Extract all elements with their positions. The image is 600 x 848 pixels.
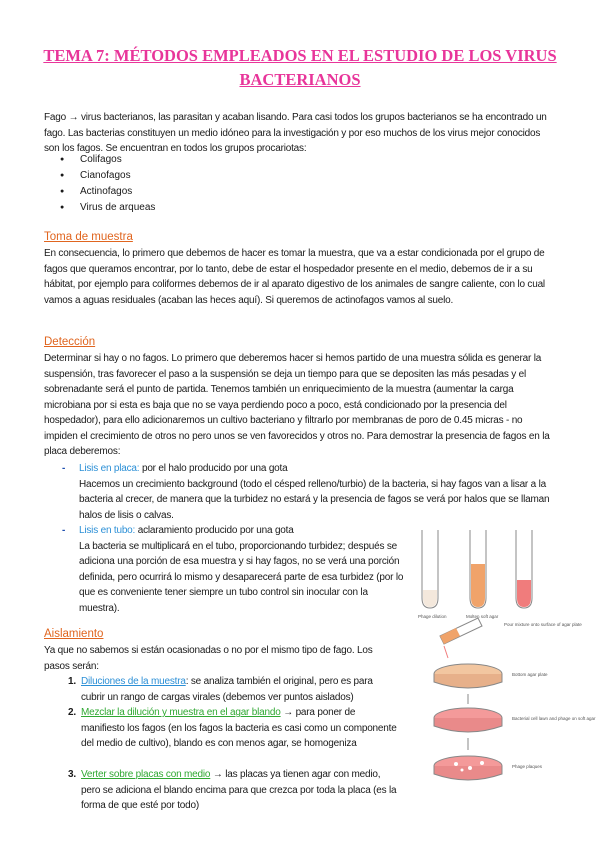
list-item: ● Colifagos — [60, 152, 155, 168]
plaque-assay-figure — [404, 518, 596, 804]
soft-agar-tube — [466, 530, 499, 619]
deteccion-paragraph: Determinar si hay o no fagos. Lo primero que deberemos hacer si hemos partido de una muestra sólida es generar la suspensión, tras favorecer el paso a la suspensión se deja un tiempo para que se depositen las más pesadas y el sobrenadante será el punto de partida. Tenemos también un enriquecimiento de la muestra (aumentar la carga microbiana por si esta es baja que no se vaya perdiendo poco a poco, está condicionado por la presencia del hospedador), para ello adicionaremos un cultivo bacteriano y filtrarlo por membranas de poro de 0.45 micras - no impiden el crecimiento de otros no pero unos se ven favorecidos y otros no. Para demostrar la presencia de fagos en la placa deberemos: — [44, 353, 550, 457]
lisis-tubo-label: Lisis en tubo: — [79, 525, 136, 536]
section-heading-toma: Toma de muestra — [44, 231, 133, 243]
step-label: Mezclar la dilución y muestra en el agar blando — [81, 707, 281, 718]
lisis-placa-label: Lisis en placa: — [79, 463, 140, 474]
step4-label: Phage plaques — [512, 764, 543, 769]
step-item: 1. Diluciones de la muestra: se analiza también el original, pero es para cubrir un rango de cargas virales (debemos ver puntos aislados) — [68, 676, 373, 703]
bacterial-lawn-plate — [434, 708, 596, 732]
mixture-tube — [516, 530, 532, 608]
step-item: 3. Verter sobre placas con medio → las placas ya tienen agar con medio, pero se adiciona el blando encima para que crezca por toda la placa (es la forma de que esté por todo) — [68, 769, 397, 811]
phage-plaques-plate — [434, 756, 543, 780]
step-label: Diluciones de la muestra — [81, 676, 186, 687]
section-heading-deteccion: Detección — [44, 336, 96, 348]
lisis-placa-text: Hacemos un crecimiento background (todo el césped relleno/turbio) de la bacteria, si hay fagos van a lisar a la bacteria al crecer, de manera que la turbidez no estará y la presencia de fagos se verá por halos que se llaman halos de lisis o calvas. — [79, 478, 550, 521]
toma-paragraph: En consecuencia, lo primero que debemos de hacer es tomar la muestra, que va a estar condicionada por el grupo de fagos que queramos encontrar, por lo tanto, debe de estar el hospedador presente en el medio, debemos de ir a su hábitat, por ejemplo para coliformes debemos de ir al aparato digestivo de los animales de sangre caliente, con lo cual vamos a aguas residuales (acaban las heces aquí). Si queremos de actinofagos vamos al suelo. — [44, 248, 545, 306]
tube2-label: Molten soft agar — [466, 614, 499, 619]
lisis-placa-lead: por el halo producido por una gota — [139, 463, 288, 474]
tube1-label: Phage dilution — [418, 614, 447, 619]
list-item: ● Virus de arqueas — [60, 200, 155, 216]
page-title: TEMA 7: MÉTODOS EMPLEADOS EN EL ESTUDIO DE LOS VIRUS BACTERIANOS — [43, 46, 557, 89]
step-item: 2. Mezclar la dilución y muestra en el agar blando → para poner de manifiesto los fagos (en los fagos la bacteria es casi como un componente del medio de cultivo), blando es con menos agar, se homogeniza — [68, 707, 397, 749]
lisis-tubo-text: La bacteria se multiplicará en el tubo, proporcionando turbidez; después se adiciona una porción de esa muestra y si hay fagos, no se verá una porción definida, pero ocurrirá lo mismo y desaparecerá parte de esa turbidez (por lo que es conveniente tener siempre un tubo control sin inocular con la muestra). — [79, 540, 404, 614]
list-item: ● Cianofagos — [60, 168, 155, 184]
lisis-tubo-item: - Lisis en tubo: aclaramiento producido por una gota La bacteria se multiplicará en el tubo, proporcionando turbidez; después se adiciona una porción de esa muestra y si hay fagos, no se verá una porción definida, pero ocurrirá lo mismo y desaparecerá parte de esa turbidez (por lo que es conveniente tener siempre un tubo control sin inocular con la muestra). — [62, 525, 404, 614]
step1-label: Pour mixture onto surface of agar plate — [504, 622, 582, 627]
aislamiento-paragraph: Ya que no sabemos si están ocasionadas o no por el mismo tipo de fago. Los pasos serán: — [44, 645, 373, 672]
section-heading-aislamiento: Aislamiento — [44, 628, 104, 640]
step3-label: Bacterial cell lawn and phage on soft agar — [512, 716, 596, 721]
list-item: ● Actinofagos — [60, 184, 155, 200]
lisis-placa-item: - Lisis en placa: por el halo producido por una gota Hacemos un crecimiento background (todo el césped relleno/turbio) de la bacteria, si hay fagos van a lisar a la bacteria al crecer, de manera que la turbidez no estará y la presencia de fagos se verá por halos que se llaman halos de lisis o calvas. — [62, 463, 550, 521]
pouring-tube — [440, 618, 582, 658]
intro-paragraph: Fago → virus bacterianos, las parasitan y acaban lisando. Para casi todos los grupos bacterianos se ha encontrado un fago. Las bacterias constituyen un medio idóneo para la investigación y por eso muchos de los virus mejor conocidos son los fagos. Se encuentran en todos los grupos procariotas: — [44, 112, 547, 154]
lisis-tubo-lead: aclaramiento producido por una gota — [135, 525, 294, 536]
phage-dilution-tube — [418, 530, 447, 619]
step-label: Verter sobre placas con medio — [81, 769, 211, 780]
agar-plate — [434, 664, 548, 688]
step2-label: Bottom agar plate — [512, 672, 548, 677]
phage-group-list — [60, 152, 155, 216]
